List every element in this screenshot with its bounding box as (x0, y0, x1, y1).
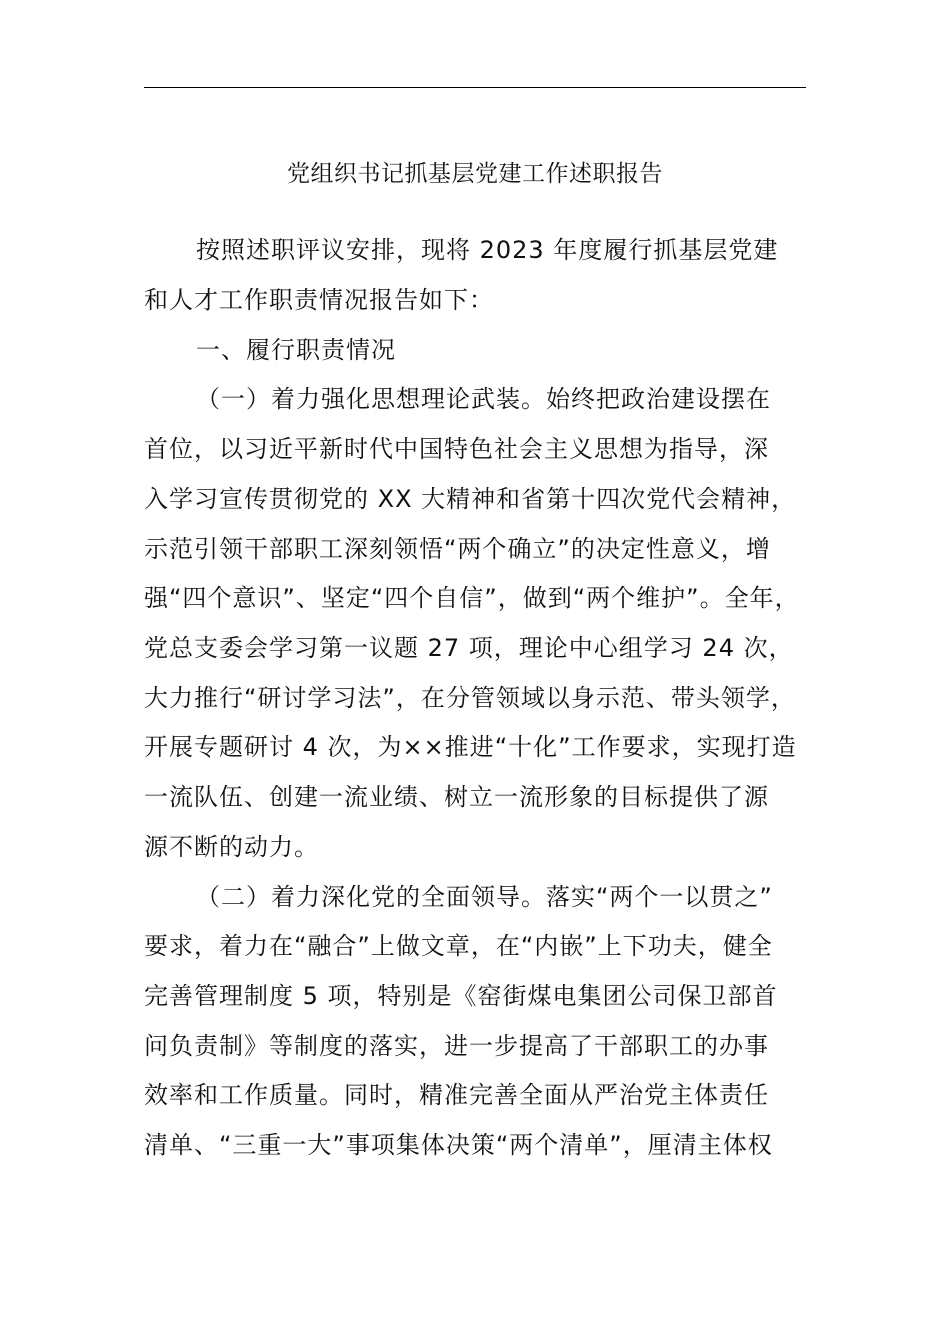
paragraph-line: 党总支委会学习第一议题 27 项，理论中心组学习 24 次， (144, 634, 794, 662)
paragraph-line: 效率和工作质量。同时，精准完善全面从严治党主体责任 (144, 1081, 769, 1109)
paragraph-line: 一流队伍、创建一流业绩、树立一流形象的目标提供了源 (144, 783, 769, 811)
paragraph-line: 首位，以习近平新时代中国特色社会主义思想为指导，深 (144, 435, 769, 463)
paragraph-line: 完善管理制度 5 项，特别是《窑街煤电集团公司保卫部首 (144, 982, 778, 1010)
header-rule (144, 87, 806, 88)
paragraph-line: 清单、“三重一大”事项集体决策“两个清单”，厘清主体权 (144, 1131, 773, 1159)
document-title: 党组织书记抓基层党建工作述职报告 (287, 161, 663, 187)
paragraph-line: 大力推行“研讨学习法”，在分管领域以身示范、带头领学， (144, 684, 796, 712)
paragraph-line: 按照述职评议安排，现将 2023 年度履行抓基层党建 (196, 236, 779, 264)
subsection-line: （二）着力深化党的全面领导。落实“两个一以贯之” (196, 883, 773, 911)
paragraph-line: 开展专题研讨 4 次，为××推进“十化”工作要求，实现打造 (144, 733, 797, 761)
paragraph-line: 源不断的动力。 (144, 833, 319, 861)
paragraph-line: 和人才工作职责情况报告如下： (144, 286, 494, 314)
paragraph-line: 入学习宣传贯彻党的 XX 大精神和省第十四次党代会精神， (144, 485, 797, 513)
paragraph-line: 问负责制》等制度的落实，进一步提高了干部职工的办事 (144, 1032, 769, 1060)
paragraph-line: 强“四个意识”、坚定“四个自信”，做到“两个维护”。全年， (144, 584, 800, 612)
section-heading: 一、履行职责情况 (196, 336, 396, 364)
subsection-line: （一）着力强化思想理论武装。始终把政治建设摆在 (196, 385, 771, 413)
paragraph-line: 要求，着力在“融合”上做文章，在“内嵌”上下功夫，健全 (144, 932, 773, 960)
paragraph-line: 示范引领干部职工深刻领悟“两个确立”的决定性意义，增 (144, 535, 771, 563)
